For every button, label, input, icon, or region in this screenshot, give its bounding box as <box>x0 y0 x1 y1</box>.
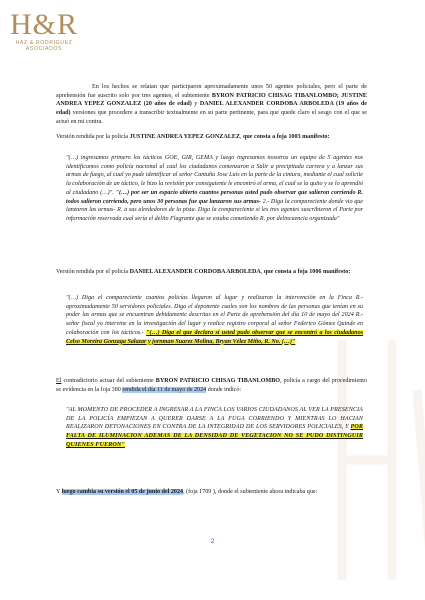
quote1-bold: "(…) por ser un espacio abierto cuantos personas usted pudo observar que salieron corriendo R. todos salieron corriendo, pero unos 30 personas fue que lanzaron sus armas- <box>66 189 363 205</box>
intro-text-2: y <box>191 101 200 108</box>
firm-logo <box>4 10 84 52</box>
quote3-highlight: POR FALTA DE ILUMINACION ADEMAS DE LA DENSIDAD DE VEGETACION NO SE PUDO DISTINGUIR QUIENES FUERON" <box>66 424 363 448</box>
intro-officer-third: DANIEL ALEXANDER CORDOBA ARBOLEDA (19 años de edad) <box>56 101 368 117</box>
quote-chisag <box>66 406 363 450</box>
intro-text-3: versiones que procedere a transcribir textualmente en su parte pertinente, para que quede claro el sesgo con el que se actuó en mi contra. <box>56 110 367 125</box>
para2-text-2: , policía a cargo del procedimiento se evidencia en la foja 380 <box>56 378 367 393</box>
heading2-text-1: Versión rendida por el policía <box>56 269 130 275</box>
intro-officer-names: BYRON PATRICIO CHISAG TIBANLOMBO; JUSTINE ANDREA YEPEZ GONZALEZ (20 años de edad) <box>56 92 367 108</box>
heading2-comma: , <box>260 269 264 275</box>
quote1-text-2: 2.- Diga la compareciente donde vio que lanzaron las armas- R. a sus alrededores de la pista. Diga la compareciente si les tres agentes suscribieron el Parte por información reservada cual sería el delito Flagrante que se estaba cometiendo R. por delincuencia organizada" <box>66 198 363 222</box>
quote1-text-1: "(…) ingresamos primero los tácticos GOE, GIR, GEMA y luego ingresamos nosotros un equipo de 5 agentes nos identificamos como policía nacional al cual los ciudadanos comenzaron a Salir a precipitada carrera y a lanzar sus armas de fuego, al cual yo pude identificar al señor Cantuña Jose Luis en la parte de la cintura, mediante el cual solicite la colaboración de un táctico, le hizo la revisión por consiguiente le encontró el arma, el cual se la quito y se lo aprendió al ciudadano (…)". <box>66 155 363 196</box>
para2-text-1: contradictorio actuar del subteniente <box>61 378 156 384</box>
heading1-name: JUSTINE ANDREA YEPEZ GONZALEZ <box>129 134 240 140</box>
para3-text-1: Y <box>56 489 62 495</box>
version-change-paragraph <box>56 488 367 497</box>
quote-yepez <box>66 154 363 224</box>
heading1-comma: , <box>239 134 243 140</box>
heading2-name: DANIEL ALEXANDER CORDOBA ARBOLEDA <box>129 269 261 275</box>
quote2-text-1: "(…) Diga el compareciente cuantos policías llegaron al lugar y realizaron la intervención en la Finca R.-aproximadamente 50 servidores policiales. Diga el deponente cuales son los nombres de las personas que tenían en su poder las armas que se encuentran debidamente descritas en el Parte de aprehensión del día 10 de mayo del 2024 R.- señor fiscal yo intervine en la investigación del lugar y realice registro corporal al señor Federico Gómez Quinde en colaboración con los tácticos.- <box>66 295 363 336</box>
para2-officer: BYRON PATRICIO CHISAG TIBANLOMBO <box>155 378 281 384</box>
para3-date-highlight: luego cambia su versión el 05 de junio del 2024 <box>61 489 184 495</box>
logo-firm-name: HAZ & RODRIGUEZ <box>15 40 73 46</box>
para2-text-3: donde indicó: <box>206 386 242 393</box>
quote-cordoba <box>66 294 363 346</box>
para2-date-highlight: rendida el día 11 de mayo de 2024 <box>122 386 207 393</box>
quote2-highlight: "(…) Diga el que declara si usted pudo observar que se encontró a los ciudadanos Celso Moreira Gonzaga Salazar y jornman Suarez Molina, Bryan Vélez Miño, R. No. (…)" <box>66 329 363 345</box>
para3-text-2: , (foja 1709 ), donde el subteniente ahora indicaba que: <box>183 489 318 495</box>
heading1-text-1: Versión rendida por la policía <box>56 134 130 140</box>
para2-underlined: El <box>56 378 62 384</box>
heading2-folio: que consta a foja 1006 manifesto: <box>263 269 351 275</box>
quote3-text-1: "AL MOMENTO DE PROCEDER A INGRESAR A LA FINCA LOS VARIOS CIUDADANOS AL VER LA PRESENCIA DE LA POLICÍA EMPIEZAN A QUERER DARSE A LA FUGA CORRIENDO Y MIENTRAS LO HACIAN REALIZARON DETONACIONES EN CONTRA DE LA INTEGRIDAD DE LOS SERVIDORES POLICIALES, Y <box>66 407 363 431</box>
page-number: 2 <box>210 538 215 545</box>
version-heading-cordoba <box>56 268 367 277</box>
logo-mark: H&R <box>9 8 78 41</box>
intro-paragraph <box>56 83 367 127</box>
logo-firm-subtitle: ASOCIADOS <box>25 46 63 52</box>
contradiction-paragraph <box>56 377 367 394</box>
intro-text-1: En los hechos se relatan que participaron aproximadamente unos 50 agentes policiales, pero el parte de aprehensión fue suscrito solo por tres agentes, el subteniente <box>56 84 367 99</box>
heading1-folio: que consta a foja 1003 manifesto: <box>243 134 330 140</box>
version-heading-yepez <box>56 133 367 142</box>
watermark-logo <box>322 330 425 590</box>
